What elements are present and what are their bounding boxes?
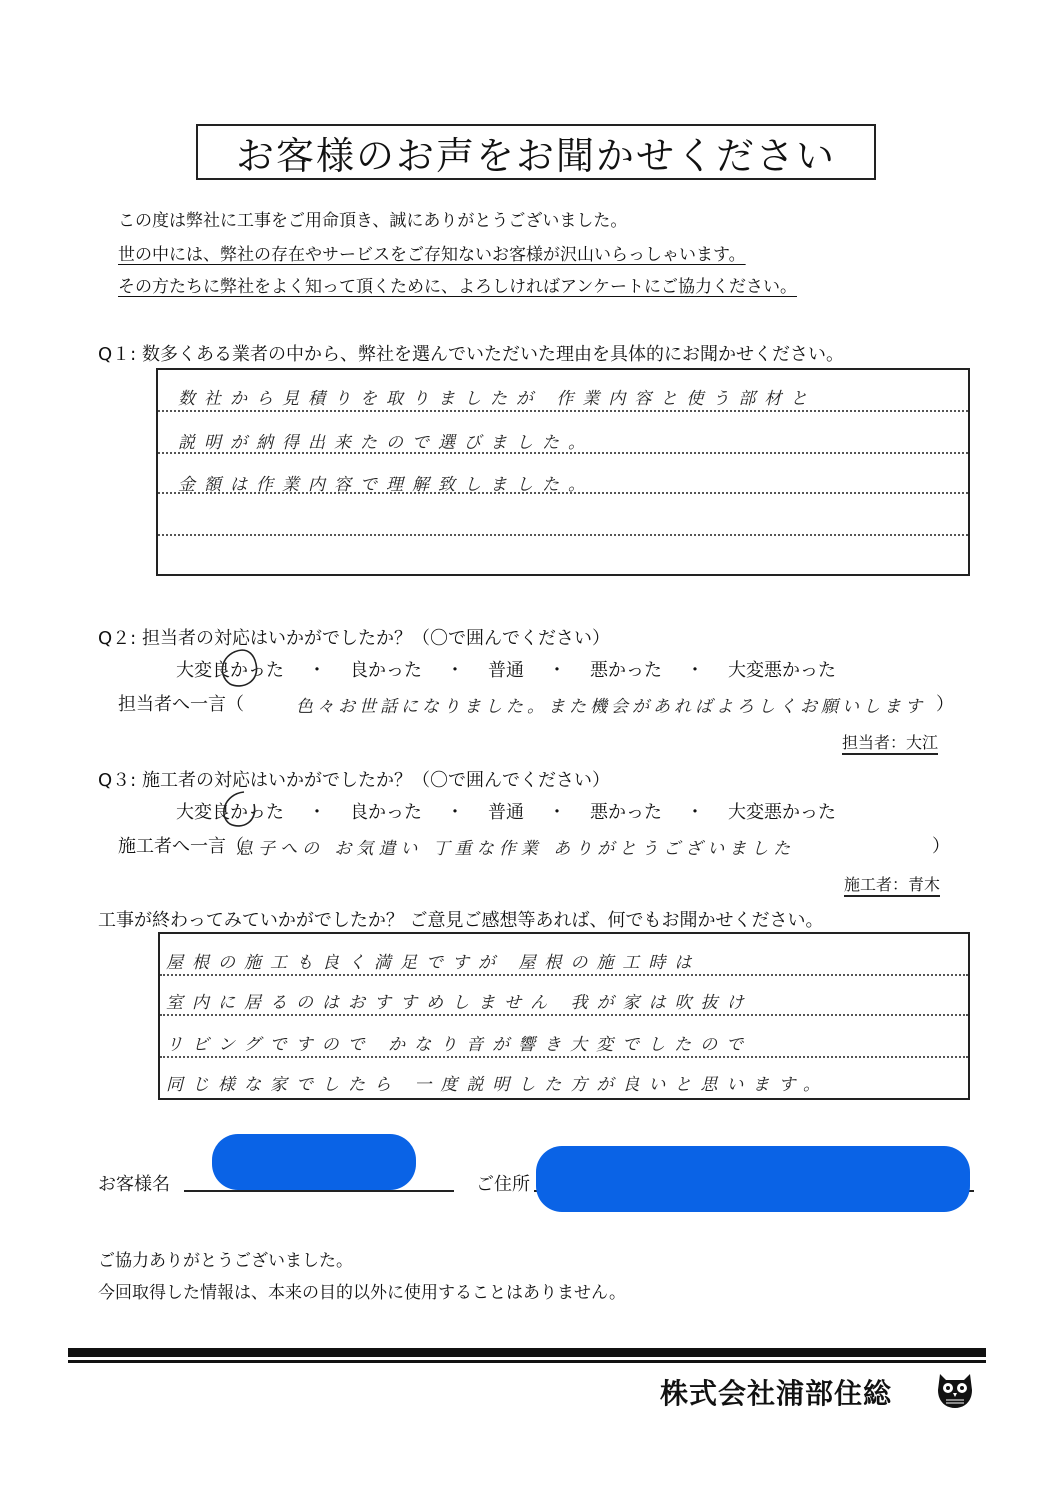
company-name: 株式会社浦部住総 (660, 1377, 893, 1410)
thanks-text: ご協力ありがとうございました。 (98, 1251, 353, 1271)
q2-option-very-bad[interactable]: 大変悪かった (728, 660, 836, 681)
q3-option-good[interactable]: 良かった (350, 802, 422, 823)
q3-staff: 施工者：青木 (844, 872, 940, 897)
q2-label: Q２: 担当者の対応はいかがでしたか？（〇で囲んでください） (98, 628, 610, 649)
q1-answer-box (156, 368, 970, 576)
q3-option-very-good[interactable]: 大変良かった (176, 802, 284, 823)
q2-comment: 色々お世話になりました。また機会があればよろしくお願いします (296, 697, 926, 717)
q1-label: Q１: 数多くある業者の中から、弊社を選んでいただいた理由を具体的にお聞かせください。 (98, 344, 844, 365)
owl-logo-icon (934, 1368, 976, 1410)
separator: ・ (308, 660, 326, 681)
q4-answer-3: リビングですので かなり音が響き大変でしたので (166, 1035, 753, 1055)
customer-name-label: お客様名 (98, 1174, 170, 1195)
q1-answer-1: 数社から見積りを取りましたが 作業内容と使う部材と (178, 389, 817, 409)
redaction-mark (536, 1146, 970, 1212)
intro-line-1: この度は弊社に工事をご用命頂き、誠にありがとうございました。 (118, 211, 628, 231)
intro-line-2: 世の中には、弊社の存在やサービスをご存知ないお客様が沢山いらっしゃいます。 (118, 245, 746, 265)
q2-option-bad[interactable]: 悪かった (590, 660, 662, 681)
separator: ・ (548, 660, 566, 681)
selection-circle-mark (212, 646, 268, 690)
q3-option-very-bad[interactable]: 大変悪かった (728, 802, 836, 823)
customer-name-underline (184, 1190, 454, 1192)
separator: ・ (686, 660, 704, 681)
q3-options (176, 798, 836, 824)
title-box (196, 124, 876, 180)
separator: ・ (548, 802, 566, 823)
q3-comment-close: ） (932, 836, 950, 857)
privacy-text: 今回取得した情報は、本来の目的以外に使用することはありません。 (98, 1283, 627, 1303)
selection-circle-mark (212, 788, 268, 832)
separator: ・ (446, 802, 464, 823)
q3-option-bad[interactable]: 悪かった (590, 802, 662, 823)
q1-answer-3: 金額は作業内容で理解致しました。 (178, 475, 594, 495)
q3-comment-label: 施工者へ一言（ (118, 836, 244, 857)
q4-answer-4: 同じ様な家でしたら 一度説明した方が良いと思います。 (166, 1075, 830, 1095)
separator: ・ (686, 802, 704, 823)
q2-comment-close: ） (936, 694, 954, 715)
q2-staff: 担当者：大江 (842, 730, 938, 755)
q4-answer-1: 屋根の施工も良く満足ですが 屋根の施工時は (166, 953, 701, 973)
q4-answer-box (158, 932, 970, 1100)
page-title: お客様のお声をお聞かせください (235, 133, 836, 178)
q4-answer-2: 室内に居るのはおすすめしません 我が家は吹抜け (166, 993, 753, 1013)
q2-option-very-good[interactable]: 大変良かった (176, 660, 284, 681)
q3-label: Q３: 施工者の対応はいかがでしたか？（〇で囲んでください） (98, 770, 610, 791)
q2-option-normal[interactable]: 普通 (488, 660, 524, 681)
q3-comment: 息子への お気遣い 丁重な作業 ありがとうございました (236, 839, 796, 859)
q3-option-normal[interactable]: 普通 (488, 802, 524, 823)
q4-label: 工事が終わってみていかがでしたか？ ご意見ご感想等あれば、何でもお聞かせください。 (98, 910, 824, 931)
q2-option-good[interactable]: 良かった (350, 660, 422, 681)
separator: ・ (308, 802, 326, 823)
redaction-mark (212, 1134, 416, 1190)
q2-comment-label: 担当者へ一言（ (118, 694, 244, 715)
q2-options (176, 656, 836, 682)
q1-answer-2: 説明が納得出来たので選びました。 (178, 433, 594, 453)
footer-rule-thin (68, 1360, 986, 1363)
separator: ・ (446, 660, 464, 681)
address-label: ご住所 (476, 1174, 530, 1195)
intro-line-3: その方たちに弊社をよく知って頂くために、よろしければアンケートにご協力ください。 (118, 277, 797, 297)
footer-rule-thick (68, 1348, 986, 1357)
